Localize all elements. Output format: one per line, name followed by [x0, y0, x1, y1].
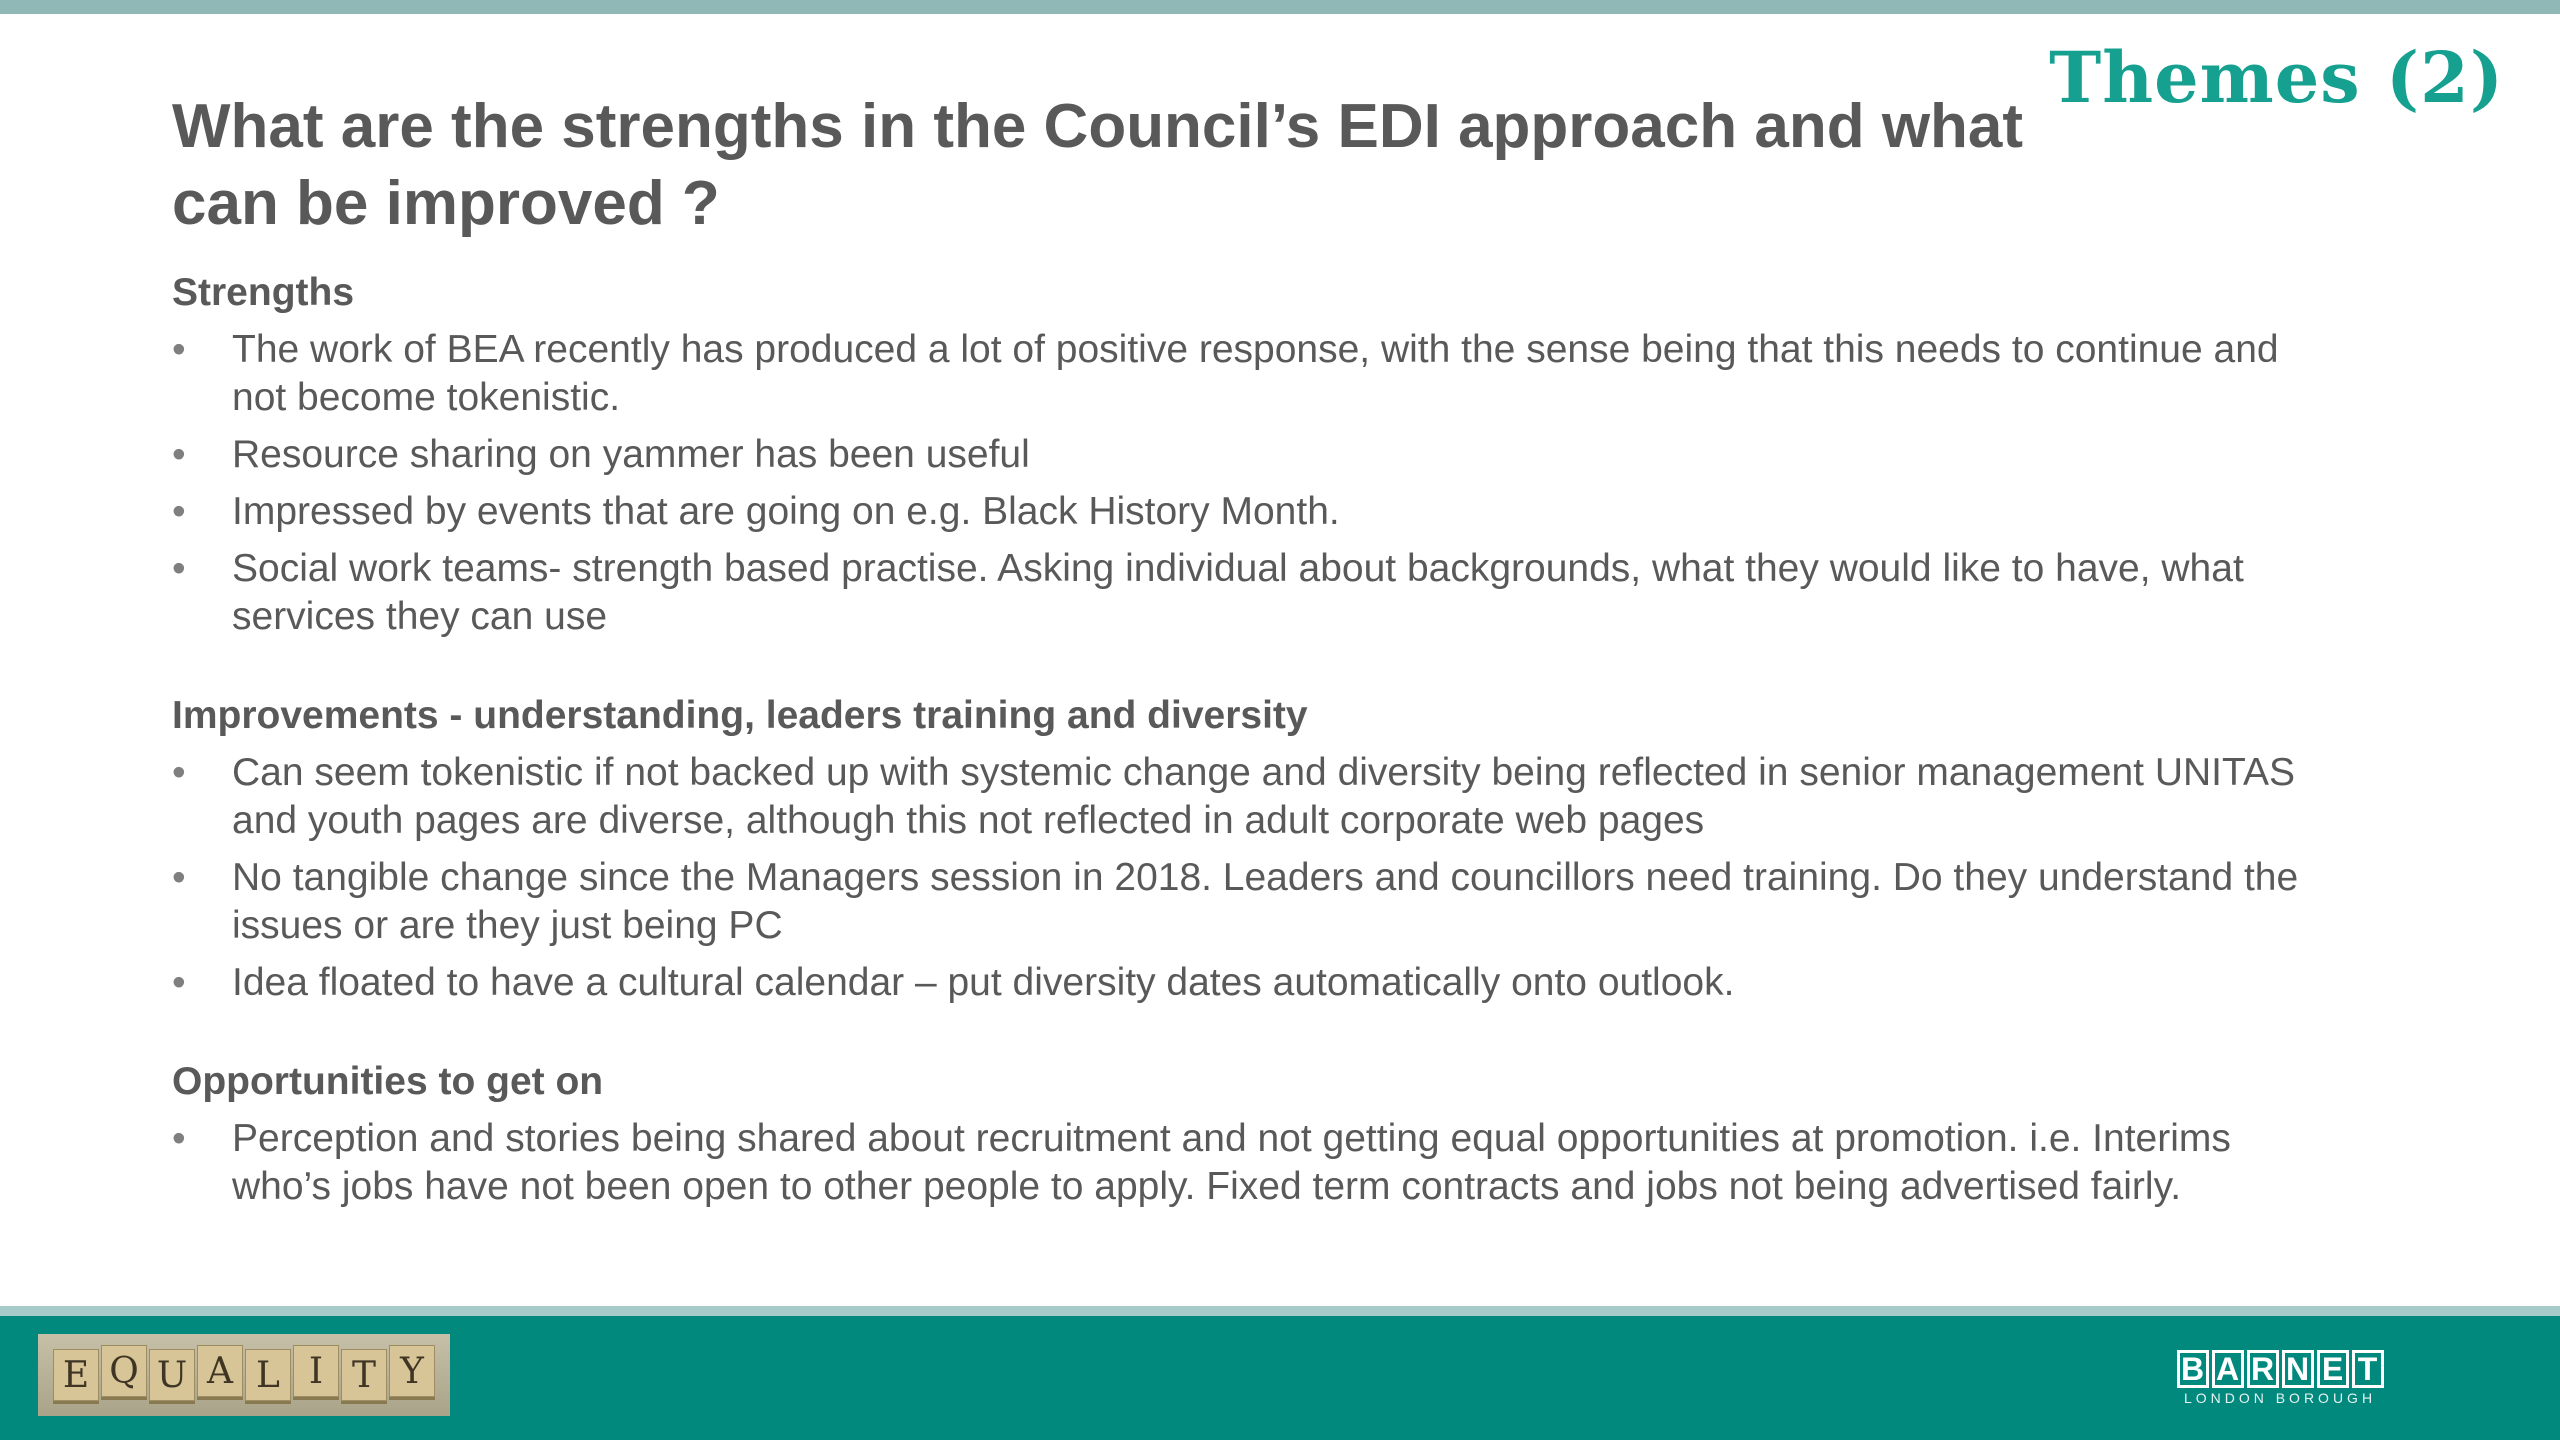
- barnet-letter: N: [2282, 1350, 2314, 1388]
- barnet-wordmark: [2177, 1350, 2384, 1388]
- section-heading: Improvements - understanding, leaders training and diversity: [172, 694, 1308, 737]
- bullet-list: [172, 749, 2322, 1007]
- bullet-list: [172, 326, 2322, 641]
- content-section: [172, 691, 2322, 1007]
- barnet-subtitle: LONDON BOROUGH: [2183, 1390, 2377, 1406]
- barnet-letter: A: [2212, 1350, 2244, 1388]
- top-accent-bar: [0, 0, 2560, 14]
- footer-divider: [0, 1306, 2560, 1316]
- letter-block: A: [197, 1345, 243, 1397]
- letter-block: E: [53, 1349, 99, 1401]
- bullet-text: Perception and stories being shared about recruitment and not getting equal opportunities at promotion. i.e. Interims who’s jobs have not been open to other people to apply. Fixed term contracts and jobs not being advertised fairly.: [232, 1117, 2231, 1208]
- barnet-logo: [2144, 1350, 2416, 1412]
- barnet-letter: E: [2317, 1350, 2349, 1388]
- bullet-dot-icon: •: [172, 856, 186, 899]
- bullet-dot-icon: •: [172, 547, 186, 590]
- letter-block: T: [341, 1349, 387, 1401]
- letter-block: Q: [101, 1345, 147, 1397]
- bullet-item: [172, 749, 2322, 845]
- bullet-item: [172, 326, 2322, 422]
- letter-block: L: [245, 1349, 291, 1401]
- letter-block: Y: [389, 1345, 435, 1397]
- section-heading: Strengths: [172, 271, 355, 314]
- slide-content: [172, 268, 2322, 1261]
- bullet-text: Resource sharing on yammer has been useful: [232, 433, 1030, 476]
- bullet-item: [172, 854, 2322, 950]
- bullet-text: No tangible change since the Managers session in 2018. Leaders and councillors need training. Do they understand the issues or are they just being PC: [232, 856, 2299, 947]
- bullet-dot-icon: •: [172, 961, 186, 1004]
- bullet-text: Social work teams- strength based practise. Asking individual about backgrounds, what they would like to have, what services they can use: [232, 547, 2244, 638]
- barnet-letter: T: [2352, 1350, 2384, 1388]
- bullet-dot-icon: •: [172, 328, 186, 371]
- bullet-item: [172, 959, 2322, 1007]
- slide-section-label: Themes (2): [2049, 36, 2504, 119]
- barnet-letter: B: [2177, 1350, 2209, 1388]
- bullet-dot-icon: •: [172, 433, 186, 476]
- letter-block: I: [293, 1345, 339, 1397]
- content-section: [172, 1057, 2322, 1211]
- bullet-dot-icon: •: [172, 751, 186, 794]
- bullet-item: [172, 1115, 2322, 1211]
- bullet-dot-icon: •: [172, 1117, 186, 1160]
- bullet-text: The work of BEA recently has produced a lot of positive response, with the sense being that this needs to continue and not become tokenistic.: [232, 328, 2279, 419]
- letter-block: U: [149, 1349, 195, 1401]
- content-section: [172, 268, 2322, 641]
- bullet-item: [172, 488, 2322, 536]
- bullet-item: [172, 431, 2322, 479]
- section-heading: Opportunities to get on: [172, 1060, 604, 1103]
- barnet-letter: R: [2247, 1350, 2279, 1388]
- bullet-text: Idea floated to have a cultural calendar – put diversity dates automatically onto outlook.: [232, 961, 1735, 1004]
- bullet-list: [172, 1115, 2322, 1211]
- equality-blocks-image: [38, 1334, 450, 1416]
- bullet-text: Impressed by events that are going on e.g. Black History Month.: [232, 490, 1340, 533]
- slide-title: What are the strengths in the Council’s EDI approach and what can be improved ?: [172, 92, 2024, 238]
- bullet-item: [172, 545, 2322, 641]
- bullet-dot-icon: •: [172, 490, 186, 533]
- bullet-text: Can seem tokenistic if not backed up with systemic change and diversity being reflected in senior management UNITAS and youth pages are diverse, although this not reflected in adult corporate web pages: [232, 751, 2295, 842]
